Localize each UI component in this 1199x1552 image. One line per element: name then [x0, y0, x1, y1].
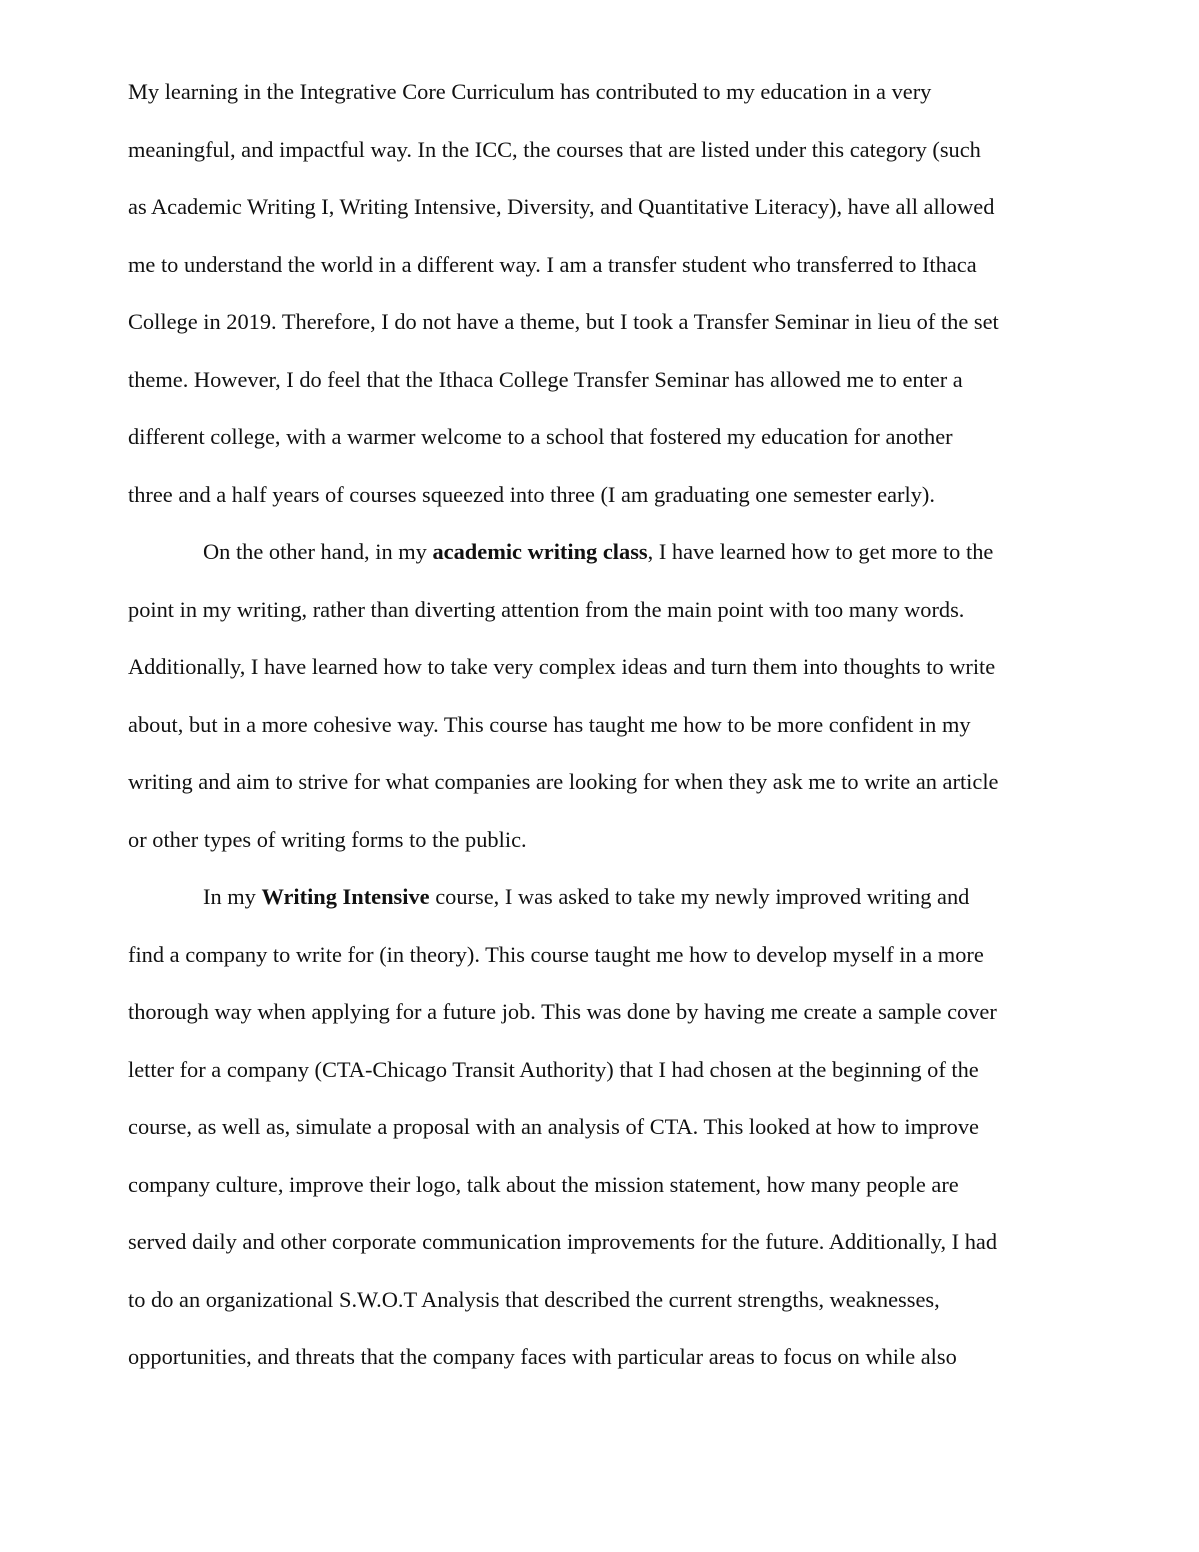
text-line: three and a half years of courses squeezed into three (I am graduating one semester early). — [128, 482, 935, 507]
text-line: or other types of writing forms to the public. — [128, 827, 527, 852]
text-run: , I have learned how to get more to the — [647, 539, 994, 564]
text-line: Additionally, I have learned how to take very complex ideas and turn them into thoughts to write — [128, 654, 996, 679]
text-run: On the other hand, in my — [203, 539, 433, 564]
bold-course-name: academic writing class — [432, 539, 648, 564]
text-line: theme. However, I do feel that the Ithaca College Transfer Seminar has allowed me to enter a — [128, 367, 963, 392]
text-line: company culture, improve their logo, talk about the mission statement, how many people are — [128, 1172, 959, 1197]
text-line: course, as well as, simulate a proposal with an analysis of CTA. This looked at how to improve — [128, 1114, 979, 1139]
text-line: My learning in the Integrative Core Curriculum has contributed to my education in a very — [128, 79, 932, 104]
text-line: letter for a company (CTA-Chicago Transit Authority) that I had chosen at the beginning of the — [128, 1057, 979, 1082]
text-line: about, but in a more cohesive way. This course has taught me how to be more confident in my — [128, 712, 971, 737]
text-line: served daily and other corporate communication improvements for the future. Additionally, I had — [128, 1229, 998, 1254]
text-run: course, I was asked to take my newly improved writing and — [429, 884, 970, 909]
bold-course-name: Writing Intensive — [261, 884, 430, 909]
text-line: College in 2019. Therefore, I do not have a theme, but I took a Transfer Seminar in lieu of the set — [128, 309, 999, 334]
text-line: as Academic Writing I, Writing Intensive, Diversity, and Quantitative Literacy), have all allowed — [128, 194, 995, 219]
text-line: meaningful, and impactful way. In the ICC, the courses that are listed under this category (such — [128, 137, 981, 162]
text-line: opportunities, and threats that the company faces with particular areas to focus on while also — [128, 1344, 957, 1369]
text-line: me to understand the world in a different way. I am a transfer student who transferred to Ithaca — [128, 252, 977, 277]
text-run: In my — [203, 884, 262, 909]
text-line: to do an organizational S.W.O.T Analysis that described the current strengths, weaknesses, — [128, 1287, 940, 1312]
text-line: different college, with a warmer welcome to a school that fostered my education for another — [128, 424, 953, 449]
text-line: point in my writing, rather than diverting attention from the main point with too many words. — [128, 597, 965, 622]
text-line: find a company to write for (in theory). This course taught me how to develop myself in a more — [128, 942, 984, 967]
text-line: thorough way when applying for a future job. This was done by having me create a sample cover — [128, 999, 997, 1024]
text-line: writing and aim to strive for what companies are looking for when they ask me to write an article — [128, 769, 999, 794]
paragraph-start-academic-writing — [203, 537, 993, 567]
paragraph-start-writing-intensive — [203, 882, 969, 912]
